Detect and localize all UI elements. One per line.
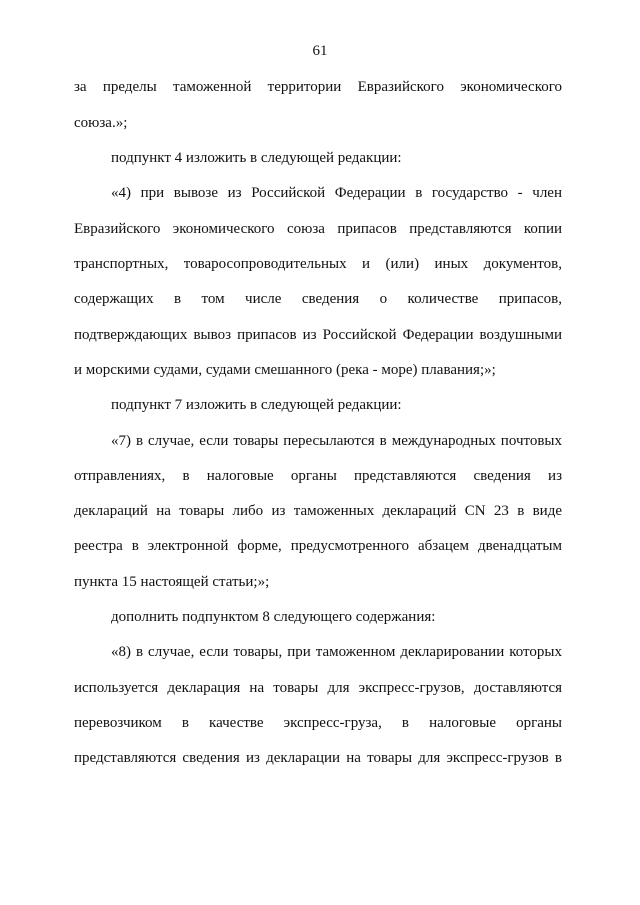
text-line: транспортных, товаросопроводительных и (или) иных документов, <box>74 256 562 272</box>
text-line: дополнить подпунктом 8 следующего содержания: <box>111 609 436 625</box>
text-line: подпункт 7 изложить в следующей редакции: <box>111 397 402 413</box>
text-line: за пределы таможенной территории Евразийского экономического <box>74 79 562 95</box>
text-line: пункта 15 настоящей статьи;»; <box>74 574 270 590</box>
text-line: союза.»; <box>74 115 128 131</box>
text-line: содержащих в том числе сведения о количестве припасов, <box>74 291 562 307</box>
page-number: 61 <box>312 43 328 59</box>
text-line: «7) в случае, если товары пересылаются в международных почтовых <box>111 433 562 449</box>
text-line: подпункт 4 изложить в следующей редакции: <box>111 150 402 166</box>
text-line: реестра в электронной форме, предусмотренного абзацем двенадцатым <box>74 538 562 554</box>
text-line: Евразийского экономического союза припасов представляются копии <box>74 221 562 237</box>
text-line: перевозчиком в качестве экспресс-груза, в налоговые органы <box>74 715 562 731</box>
text-line: «4) при вывозе из Российской Федерации в государство - член <box>111 185 562 201</box>
text-line: отправлениях, в налоговые органы представляются сведения из <box>74 468 562 484</box>
text-line: представляются сведения из декларации на товары для экспресс-грузов в <box>74 750 562 766</box>
text-line: и морскими судами, судами смешанного (река - море) плавания;»; <box>74 362 496 378</box>
text-line: деклараций на товары либо из таможенных деклараций CN 23 в виде <box>74 503 562 519</box>
text-line: используется декларация на товары для экспресс-грузов, доставляются <box>74 680 562 696</box>
text-line: «8) в случае, если товары, при таможенном декларировании которых <box>111 644 562 660</box>
text-line: подтверждающих вывоз припасов из Российской Федерации воздушными <box>74 327 562 343</box>
